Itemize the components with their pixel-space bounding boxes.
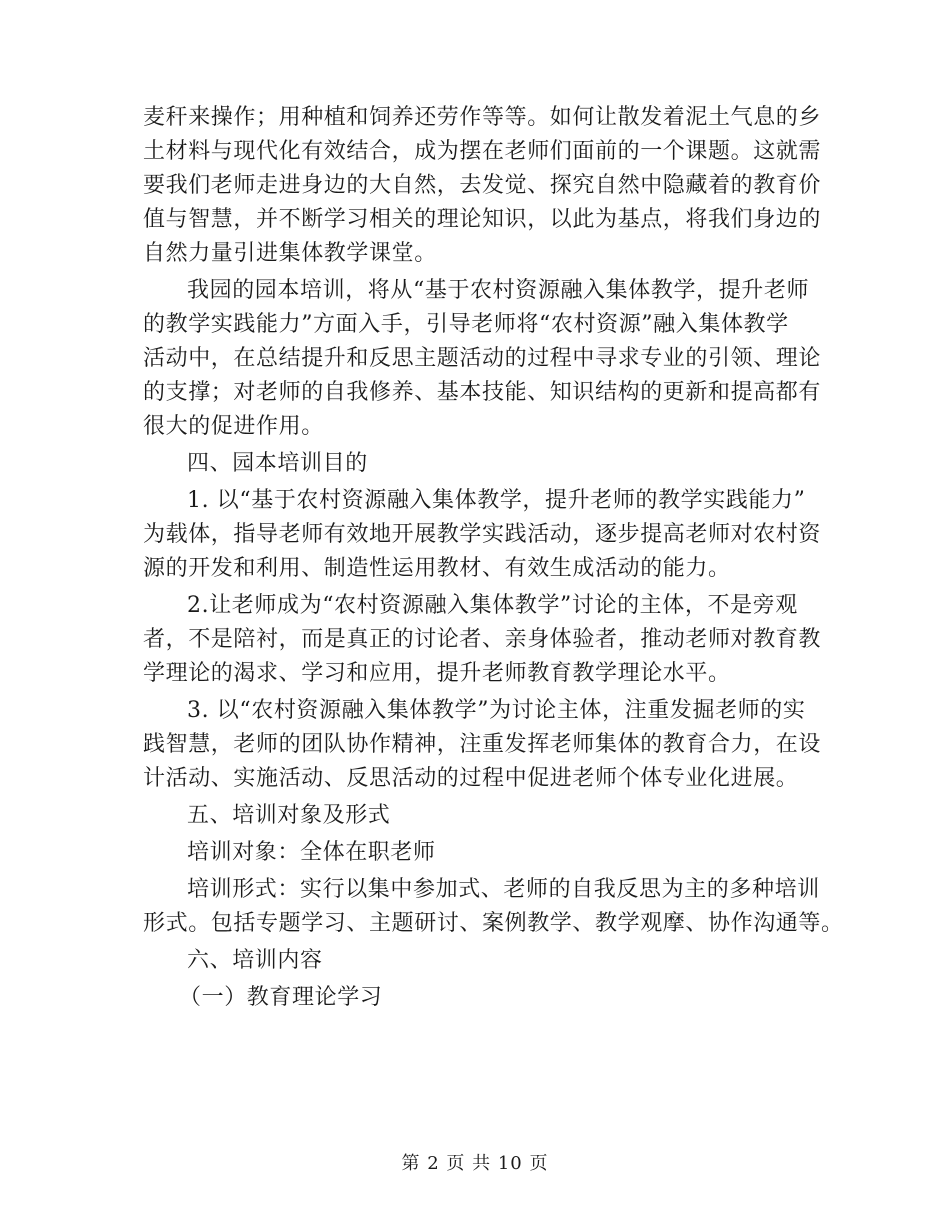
body-line: 麦秆来操作；用种植和饲养还劳作等等。如何让散发着泥土气息的乡: [143, 105, 822, 130]
paragraph-start-line: 培训形式：实行以集中参加式、老师的自我反思为主的多种培训: [187, 877, 820, 902]
body-line: 活动中，在总结提升和反思主题活动的过程中寻求专业的引领、理论: [143, 346, 822, 371]
body-line: 学理论的渴求、学习和应用，提升老师教育教学理论水平。: [143, 661, 731, 686]
page-number-footer: 第 2 页 共 10 页: [401, 1153, 549, 1174]
section-heading: 五、培训对象及形式: [187, 803, 391, 828]
list-item-line: 3. 以“农村资源融入集体教学”为讨论主体，注重发掘老师的实: [187, 698, 806, 723]
body-line: 源的开发和利用、制造性运用教材、有效生成活动的能力。: [143, 556, 731, 581]
body-line: 值与智慧，并不断学习相关的理论知识，以此为基点，将我们身边的: [143, 207, 822, 232]
body-line: 要我们老师走进身边的大自然，去发觉、探究自然中隐藏着的教育价: [143, 173, 822, 198]
body-line: 为载体，指导老师有效地开展教学实践活动，逐步提高老师对农村资: [143, 522, 822, 547]
section-heading: 六、培训内容: [187, 948, 323, 973]
body-line: 自然力量引进集体教学课堂。: [143, 241, 437, 266]
list-item-line: 2.让老师成为“农村资源融入集体教学”讨论的主体，不是旁观: [187, 593, 798, 618]
paragraph-start-line: 我园的园本培训，将从“基于农村资源融入集体教学，提升老师: [187, 278, 810, 303]
body-line: 形式。包括专题学习、主题研讨、案例教学、教学观摩、协作沟通等。: [143, 911, 844, 936]
body-line: 计活动、实施活动、反思活动的过程中促进老师个体专业化进展。: [143, 766, 799, 791]
section-heading: 四、园本培训目的: [187, 451, 368, 476]
body-line: 土材料与现代化有效结合，成为摆在老师们面前的一个课题。这就需: [143, 139, 822, 164]
subsection-heading: （一）教育理论学习: [179, 985, 383, 1010]
body-line: 的教学实践能力”方面入手，引导老师将“农村资源”融入集体教学: [143, 312, 789, 337]
body-line: 践智慧，老师的团队协作精神，注重发挥老师集体的教育合力，在设: [143, 732, 822, 757]
body-line: 的支撑；对老师的自我修养、基本技能、知识结构的更新和提高都有: [143, 380, 822, 405]
list-item-line: 1. 以“基于农村资源融入集体教学，提升老师的教学实践能力”: [187, 488, 806, 513]
body-line: 者，不是陪衬，而是真正的讨论者、亲身体验者，推动老师对教育教: [143, 627, 822, 652]
body-line: 很大的促进作用。: [143, 414, 324, 439]
document-body: [143, 101, 844, 1015]
paragraph-start-line: 培训对象：全体在职老师: [187, 840, 436, 865]
